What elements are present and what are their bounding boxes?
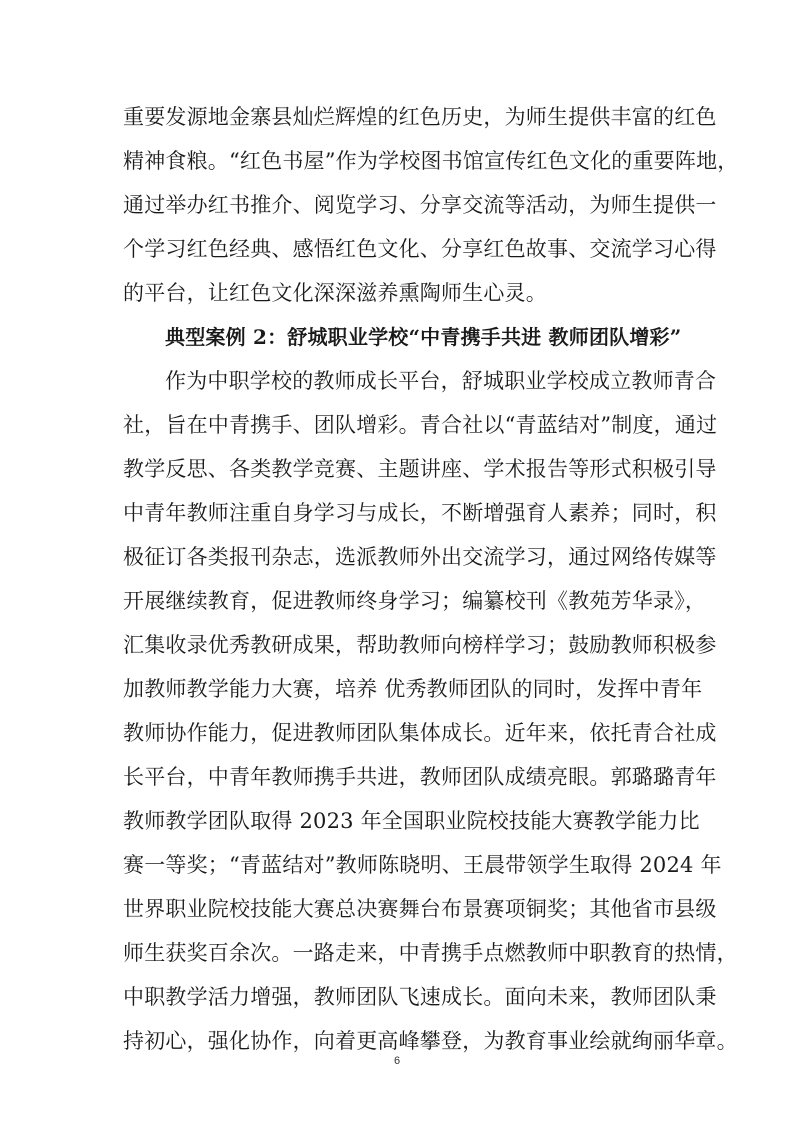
paragraph-2-line-6: 开展继续教育，促进教师终身学习；编纂校刊《教苑芳华录》，	[123, 589, 707, 613]
paragraph-2-line-13: 世界职业院校技能大赛总决赛舞台布景赛项铜奖；其他省市县级	[123, 897, 717, 921]
paragraph-1-line-5: 的平台，让红色文化深深滋养熏陶师生心灵。	[123, 281, 547, 305]
paragraph-1-line-4: 个学习红色经典、感悟红色文化、分享红色故事、交流学习心得	[123, 237, 717, 261]
page-number: 6	[393, 1055, 401, 1067]
paragraph-2-line-3: 教学反思、各类教学竞赛、主题讲座、学术报告等形式积极引导	[123, 457, 717, 481]
paragraph-2-line-15: 中职教学活力增强，教师团队飞速成长。面向未来，教师团队秉	[123, 985, 717, 1009]
paragraph-2-line-10: 长平台，中青年教师携手共进，教师团队成绩亮眼。郭璐璐青年	[123, 765, 717, 789]
paragraph-2-line-16: 持初心，强化协作，向着更高峰攀登，为教育事业绘就绚丽华章。	[123, 1029, 738, 1053]
paragraph-2-line-12: 赛一等奖；“青蓝结对”教师陈晓明、王晨带领学生取得 2024 年	[123, 853, 722, 877]
paragraph-2-line-5: 极征订各类报刊杂志，选派教师外出交流学习，通过网络传媒等	[123, 545, 717, 569]
paragraph-2-line-2: 社，旨在中青携手、团队增彩。青合社以“青蓝结对”制度，通过	[123, 413, 718, 437]
paragraph-1-line-2: 精神食粮。“红色书屋”作为学校图书馆宣传红色文化的重要阵地，	[123, 149, 739, 173]
paragraph-2-line-14: 师生获奖百余次。一路走来，中青携手点燃教师中职教育的热情，	[123, 941, 738, 965]
paragraph-2-line-11: 教师教学团队取得 2023 年全国职业院校技能大赛教学能力比	[123, 809, 700, 833]
paragraph-1-line-1: 重要发源地金寨县灿烂辉煌的红色历史，为师生提供丰富的红色	[123, 105, 717, 129]
paragraph-2-line-9: 教师协作能力，促进教师团队集体成长。近年来，依托青合社成	[123, 721, 717, 745]
case-heading: 典型案例 2：舒城职业学校“中青携手共进 教师团队增彩”	[165, 325, 682, 349]
paragraph-2-line-7: 汇集收录优秀教研成果，帮助教师向榜样学习；鼓励教师积极参	[123, 633, 717, 657]
paragraph-2-line-8: 加教师教学能力大赛，培养 优秀教师团队的同时，发挥中青年	[123, 677, 703, 701]
paragraph-2-line-4: 中青年教师注重自身学习与成长，不断增强育人素养；同时，积	[123, 501, 717, 525]
paragraph-1-line-3: 通过举办红书推介、阅览学习、分享交流等活动，为师生提供一	[123, 193, 717, 217]
paragraph-2-line-1: 作为中职学校的教师成长平台，舒城职业学校成立教师青合	[165, 369, 717, 393]
